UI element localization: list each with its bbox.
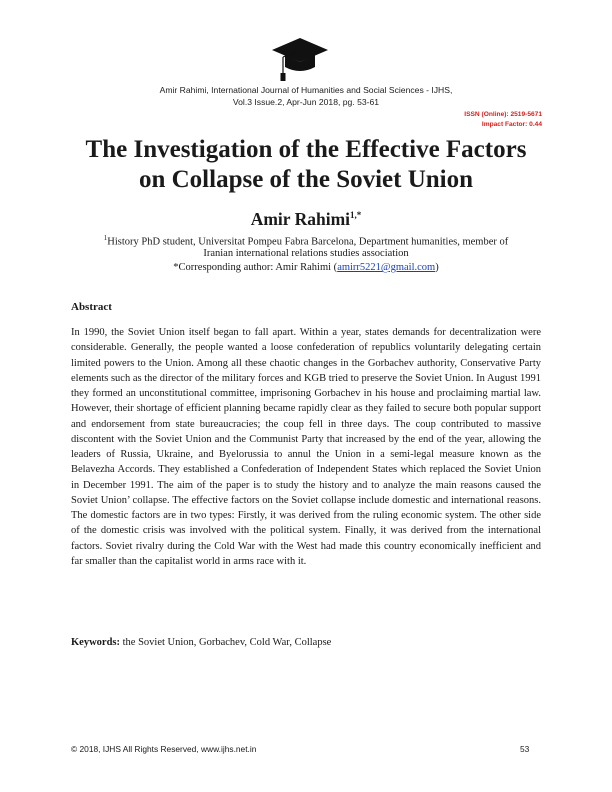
corresponding-author (0, 262, 612, 273)
footer-copyright: © 2018, IJHS All Rights Reserved, www.ijhs.net.in (71, 744, 257, 754)
author-name (0, 209, 612, 230)
keywords-line (71, 637, 331, 648)
journal-citation-line-2: Vol.3 Issue.2, Apr-Jun 2018, pg. 53-61 (232, 97, 380, 107)
keywords-text: the Soviet Union, Gorbachev, Cold War, Collapse (120, 637, 332, 648)
corresponding-email-link[interactable]: amirr5221@gmail.com (337, 262, 436, 273)
affiliation-text-1: History PhD student, Universitat Pompeu Fabra Barcelona, Department humanities, member of (107, 236, 509, 248)
journal-citation-line-1: Amir Rahimi, International Journal of Humanities and Social Sciences - IJHS, (159, 85, 453, 95)
corresponding-prefix: *Corresponding author: Amir Rahimi ( (173, 262, 338, 273)
graduation-cap-icon (270, 34, 330, 84)
footer-page-number: 53 (520, 744, 530, 754)
affiliation-marker: 1 (103, 234, 108, 242)
affiliation-line-2: Iranian international relations studies association (203, 248, 409, 259)
author-name-text: Amir Rahimi (250, 209, 351, 229)
affiliation-line-1 (0, 234, 612, 248)
issn-label: ISSN (Online): 2519-5671 (464, 111, 542, 118)
abstract-body: In 1990, the Soviet Union itself began to fall apart. Within a year, states demands for decentralization were considerable. Generally, the people wanted a loose confederation of republics voluntarily delegating certain limited powers to the Union. Among all these chaotic changes in the Gorbachev authority, Conservative Party elements such as the director of the military forces and KGB tried to preserve the Soviet Union. In August 1991 they formed an unconstitutional committee, imprisoning Gorbachev in his house and proclaiming martial law. However, their shortage of efficient planning became rapidly clear as they failed to secure both popular support and endorsement from state bureaucracies; the coup fell in three days. The coup contributed to massive discontent with the Soviet Union and the Communist Party that increased by the end of the year, allowing the leaders of Russia, Ukraine, and Byelorussia to annul the Union in a semi-legal measure known as the Belavezha Accords. They established a Confederation of Independent States which replaced the Soviet Union in December 1991. The aim of the paper is to study the history and to analyze the main reasons caused the Soviet Union’ collapse. The effective factors on the Soviet collapse include domestic and international reasons. The domestic factors are in two types: Firstly, it was derived from the ruling economic system. The other side of the domestic crisis was involved with the political system. Finally, it was derived from the international factors. Soviet rivalry during the Cold War with the West had made this country economically inefficient and far smaller than the capitalist world in arms race with it. (71, 327, 541, 567)
keywords-label: Keywords: (71, 637, 120, 648)
corresponding-suffix: ) (435, 262, 439, 273)
author-superscript: 1,* (350, 210, 362, 221)
paper-title-line-1: The Investigation of the Effective Factors (85, 136, 527, 163)
paper-title-line-2: on Collapse of the Soviet Union (138, 166, 474, 193)
abstract-heading: Abstract (71, 301, 112, 313)
impact-factor-label: Impact Factor: 0.44 (481, 121, 542, 128)
